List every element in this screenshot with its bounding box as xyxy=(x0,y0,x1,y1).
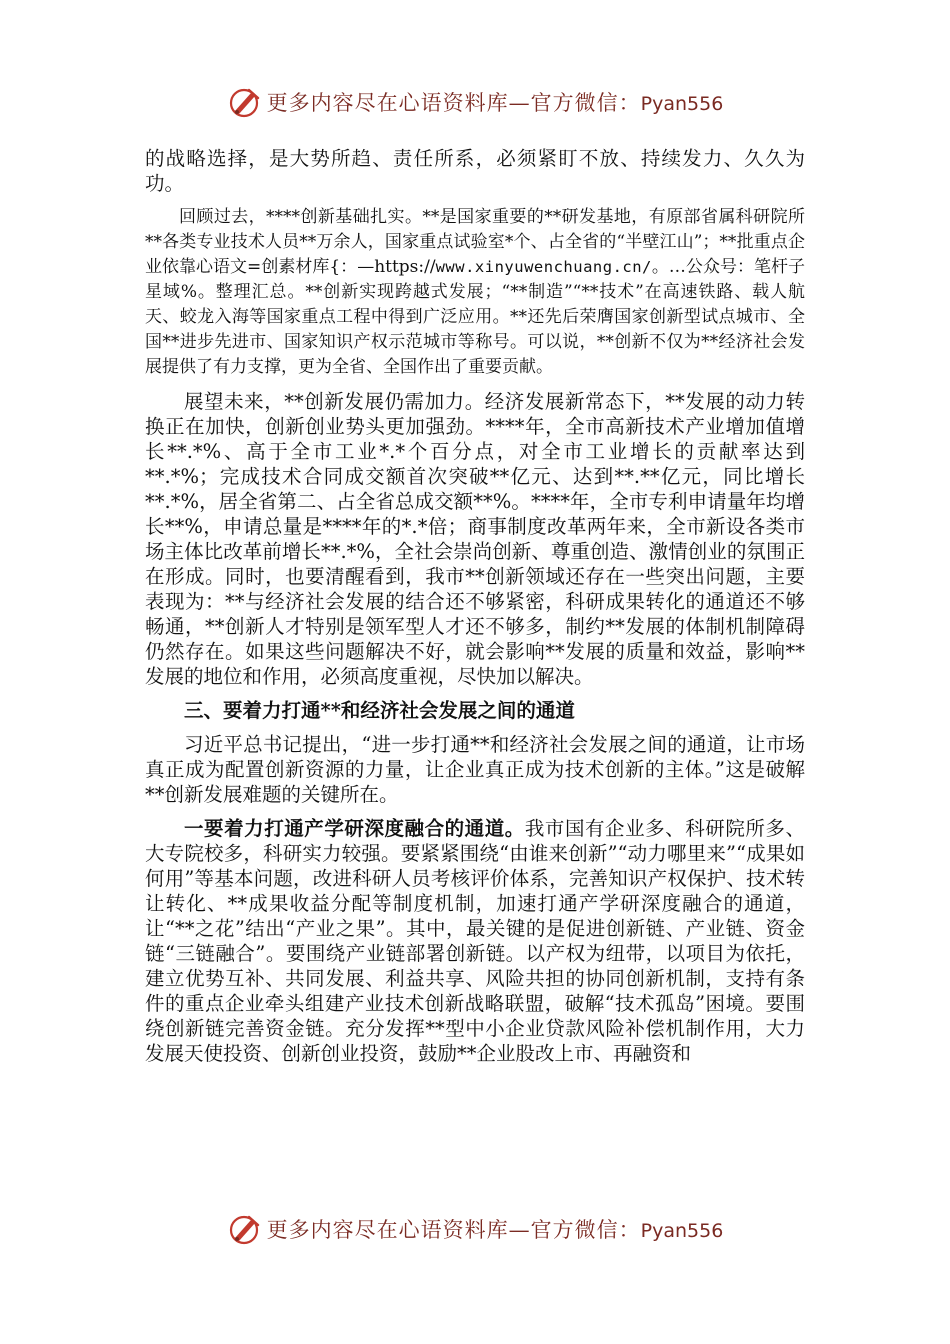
footer-watermark-banner xyxy=(0,1209,950,1249)
banner-main-text: 更多内容尽在心语资料库—官方微信： xyxy=(266,91,641,115)
banner-main-text: 更多内容尽在心语资料库—官方微信： xyxy=(266,1218,641,1242)
paragraph-continued: 的战略选择，是大势所趋、责任所系，必须紧盯不放、持续发力、久久为功。 xyxy=(145,147,805,195)
wechat-id: Pyan556 xyxy=(640,93,724,115)
paragraph-review-past-part2: 。…公众号：笔杆子星域%。整理汇总。**创新实现跨越式发展；“**制造”“**技术”在高速铁路、载人航天、蛟龙入海等国家重点工程中得到广泛应用。**还先后荣膺国家创新型试点城市、全国**进步先进市、国家知识产权示范城市等称号。可以说，**创新不仅为**经济社会发展提供了有力支撑，更为全省、全国作出了重要贡献。 xyxy=(145,257,805,377)
paragraph-review-past xyxy=(145,205,805,380)
section-heading-3: 三、要着力打通**和经济社会发展之间的通道 xyxy=(184,699,575,722)
website-url: www.xinyuwenchuang.cn/ xyxy=(435,258,652,276)
pen-logo-icon xyxy=(227,84,263,120)
document-body xyxy=(145,146,805,1066)
banner-text xyxy=(267,1214,724,1244)
paragraph-first-requirement xyxy=(145,816,805,1066)
wechat-id: Pyan556 xyxy=(640,1220,724,1242)
paragraph-xi-quote: 习近平总书记提出，“进一步打通**和经济社会发展之间的通道，让市场真正成为配置创新资源的力量，让企业真正成为技术创新的主体。”这是破解**创新发展难题的关键所在。 xyxy=(145,733,805,806)
banner-text xyxy=(267,87,724,117)
first-requirement-body: 我市国有企业多、科研院所多、大专院校多，科研实力较强。要紧紧围绕“由谁来创新”“动力哪里来”“成果如何用”等基本问题，改进科研人员考核评价体系，完善知识产权保护、技术转让转化、**成果收益分配等制度机制，加速打通产学研深度融合的通道，让“**之花”结出“产业之果”。其中，最关键的是促进创新链、产业链、资金链“三链融合”。要围绕产业链部署创新链。以产权为纽带，以项目为依托，建立优势互补、共同发展、利益共享、风险共担的协同创新机制，支持有条件的重点企业牵头组建产业技术创新战略联盟，破解“技术孤岛”困境。要围绕创新链完善资金链。充分发挥**型中小企业贷款风险补偿机制作用，大力发展天使投资、创新创业投资，鼓励**企业股改上市、再融资和 xyxy=(145,817,805,1065)
paragraph-review-past-part1: 回顾过去，****创新基础扎实。**是国家重要的**研发基地，有原部省属科研院所**各类专业技术人员**万余人，国家重点试验室*个、占全省的“半壁江山”；**批重点企业依靠心语文=创素材库{：—https:// xyxy=(145,207,805,277)
header-watermark-banner xyxy=(0,82,950,122)
first-requirement-lead: 一要着力打通产学研深度融合的通道。 xyxy=(184,817,525,840)
paragraph-look-ahead: 展望未来，**创新发展仍需加力。经济发展新常态下，**发展的动力转换正在加快，创新创业势头更加强劲。****年，全市高新技术产业增加值增长**.*%、高于全市工业*.*个百分点，对全市工业增长的贡献率达到**.*%；完成技术合同成交额首次突破**亿元、达到**.**亿元，同比增长**.*%，居全省第二、占全省总成交额**%。****年，全市专利申请量年均增长**%，申请总量是****年的*.*倍；商事制度改革两年来，全市新设各类市场主体比改革前增长**.*%，全社会崇尚创新、尊重创造、激情创业的氛围正在形成。同时，也要清醒看到，我市**创新领域还存在一些突出问题，主要表现为：**与经济社会发展的结合还不够紧密，科研成果转化的通道还不够畅通，**创新人才特别是领军型人才还不够多，制约**发展的体制机制障碍仍然存在。如果这些问题解决不好，就会影响**发展的质量和效益，影响**发展的地位和作用，必须高度重视，尽快加以解决。 xyxy=(145,390,805,688)
pen-logo-icon xyxy=(227,1211,263,1247)
